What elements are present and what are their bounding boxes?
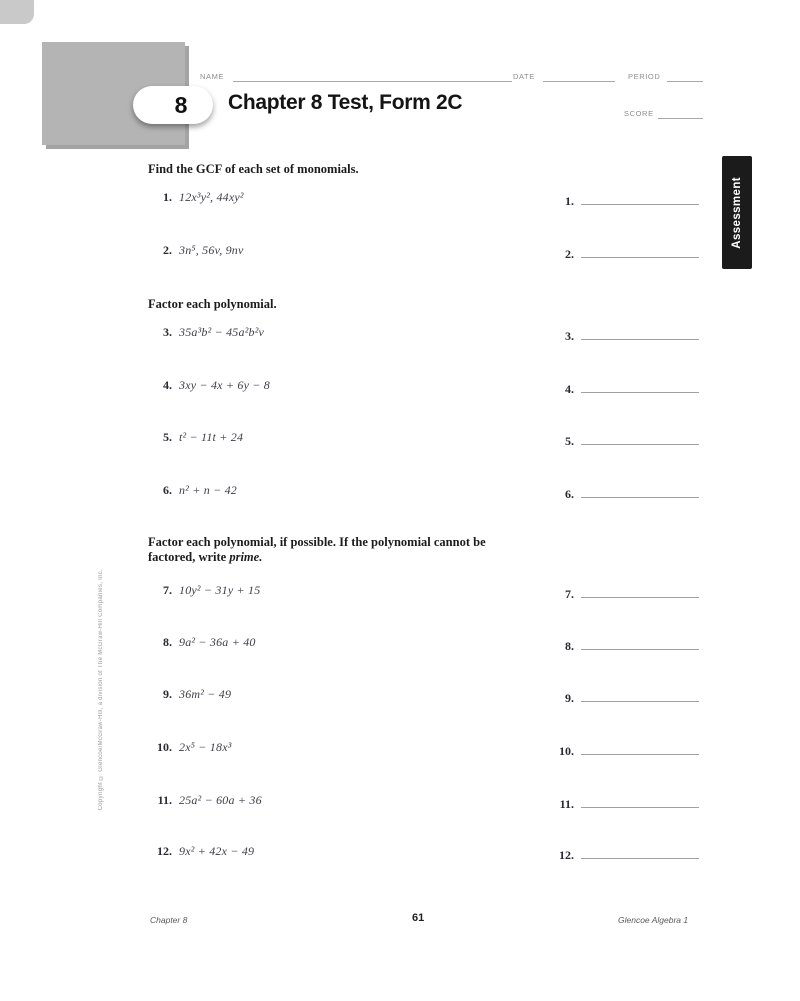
- answer-blank[interactable]: [581, 846, 699, 859]
- problem-number: 3.: [163, 325, 172, 339]
- problem-expression: 36m² − 49: [179, 687, 232, 701]
- problem-number: 7.: [163, 583, 172, 597]
- answer-number: 5.: [565, 434, 574, 448]
- page-title: Chapter 8 Test, Form 2C: [228, 91, 463, 114]
- problem-expression: 9a² − 36a + 40: [179, 635, 256, 649]
- answer-number: 7.: [565, 587, 574, 601]
- name-label: NAME: [200, 72, 225, 81]
- problem-number: 12.: [157, 844, 172, 858]
- answer-row: [548, 637, 699, 654]
- copyright-text: Copyright © Glencoe/McGraw-Hill, a division of The McGraw-Hill Companies, Inc.: [98, 569, 104, 811]
- problem-row: [148, 687, 231, 702]
- period-blank[interactable]: [667, 81, 703, 82]
- scan-corner: [0, 0, 34, 24]
- instructions-emphasis: prime.: [229, 549, 263, 564]
- answer-row: [548, 742, 699, 759]
- problem-expression: 3xy − 4x + 6y − 8: [179, 378, 270, 392]
- answer-row: [548, 192, 699, 209]
- answer-row: [548, 432, 699, 449]
- problem-row: [148, 483, 237, 498]
- answer-blank[interactable]: [581, 585, 699, 598]
- problem-expression: t² − 11t + 24: [179, 430, 244, 444]
- answer-blank[interactable]: [581, 327, 699, 340]
- problem-number: 5.: [163, 430, 172, 444]
- chapter-number-badge: 8: [133, 86, 213, 124]
- assessment-tab: [722, 156, 752, 269]
- problem-expression: 25a² − 60a + 36: [179, 793, 262, 807]
- assessment-tab-label: Assessment: [731, 176, 743, 249]
- answer-row: [548, 795, 699, 812]
- answer-row: [548, 327, 699, 344]
- answer-row: [548, 380, 699, 397]
- instructions-text: Find the GCF of each set of monomials.: [148, 162, 359, 176]
- answer-row: [548, 689, 699, 706]
- problem-number: 4.: [163, 378, 172, 392]
- answer-row: [548, 485, 699, 502]
- answer-number: 4.: [565, 382, 574, 396]
- problem-expression: n² + n − 42: [179, 483, 237, 497]
- period-label: PERIOD: [628, 72, 661, 81]
- problem-number: 10.: [157, 740, 172, 754]
- answer-row: [548, 585, 699, 602]
- answer-number: 9.: [565, 691, 574, 705]
- answer-number: 12.: [559, 848, 574, 862]
- problem-expression: 35a³b² − 45a²b²v: [179, 325, 265, 339]
- section-instructions: [148, 162, 538, 177]
- answer-blank[interactable]: [581, 192, 699, 205]
- answer-blank[interactable]: [581, 485, 699, 498]
- answer-number: 8.: [565, 639, 574, 653]
- answer-blank[interactable]: [581, 742, 699, 755]
- problem-number: 11.: [157, 793, 172, 807]
- problem-row: [148, 740, 232, 755]
- problem-row: [148, 583, 260, 598]
- date-label: DATE: [513, 72, 535, 81]
- problem-expression: 3n⁵, 56v, 9nv: [179, 243, 244, 257]
- answer-number: 11.: [559, 797, 574, 811]
- problem-expression: 2x⁵ − 18x³: [179, 740, 232, 754]
- problem-row: [148, 325, 264, 340]
- instructions-text: Factor each polynomial.: [148, 297, 277, 311]
- problem-row: [148, 635, 256, 650]
- problem-number: 6.: [163, 483, 172, 497]
- answer-row: [548, 245, 699, 262]
- copyright-vertical: [98, 545, 104, 835]
- answer-row: [548, 846, 699, 863]
- problem-number: 9.: [163, 687, 172, 701]
- footer-page-number: 61: [412, 912, 425, 924]
- problem-row: [148, 793, 262, 808]
- instructions-text: Factor each polynomial, if possible. If the polynomial cannot be factored, write: [148, 535, 486, 564]
- answer-blank[interactable]: [581, 245, 699, 258]
- answer-number: 3.: [565, 329, 574, 343]
- date-blank[interactable]: [543, 81, 615, 82]
- footer-chapter: Chapter 8: [150, 915, 188, 925]
- problem-expression: 10y² − 31y + 15: [179, 583, 261, 597]
- answer-number: 6.: [565, 487, 574, 501]
- problem-row: [148, 844, 254, 859]
- answer-blank[interactable]: [581, 689, 699, 702]
- answer-blank[interactable]: [581, 795, 699, 808]
- problem-row: [148, 190, 244, 205]
- answer-number: 10.: [559, 744, 574, 758]
- problem-row: [148, 243, 244, 258]
- name-blank[interactable]: [233, 81, 512, 82]
- answer-blank[interactable]: [581, 432, 699, 445]
- problem-row: [148, 430, 243, 445]
- score-label: SCORE: [624, 109, 654, 118]
- footer-book: Glencoe Algebra 1: [618, 915, 689, 925]
- score-blank[interactable]: [658, 118, 703, 119]
- problem-expression: 9x² + 42x − 49: [179, 844, 255, 858]
- problem-row: [148, 378, 270, 393]
- problem-number: 2.: [163, 243, 172, 257]
- section-instructions: [148, 297, 538, 312]
- answer-number: 2.: [565, 247, 574, 261]
- answer-blank[interactable]: [581, 380, 699, 393]
- problem-expression: 12x³y², 44xy²: [179, 190, 244, 204]
- answer-blank[interactable]: [581, 637, 699, 650]
- problem-number: 1.: [163, 190, 172, 204]
- section-instructions: [148, 535, 528, 564]
- answer-number: 1.: [565, 194, 574, 208]
- problem-number: 8.: [163, 635, 172, 649]
